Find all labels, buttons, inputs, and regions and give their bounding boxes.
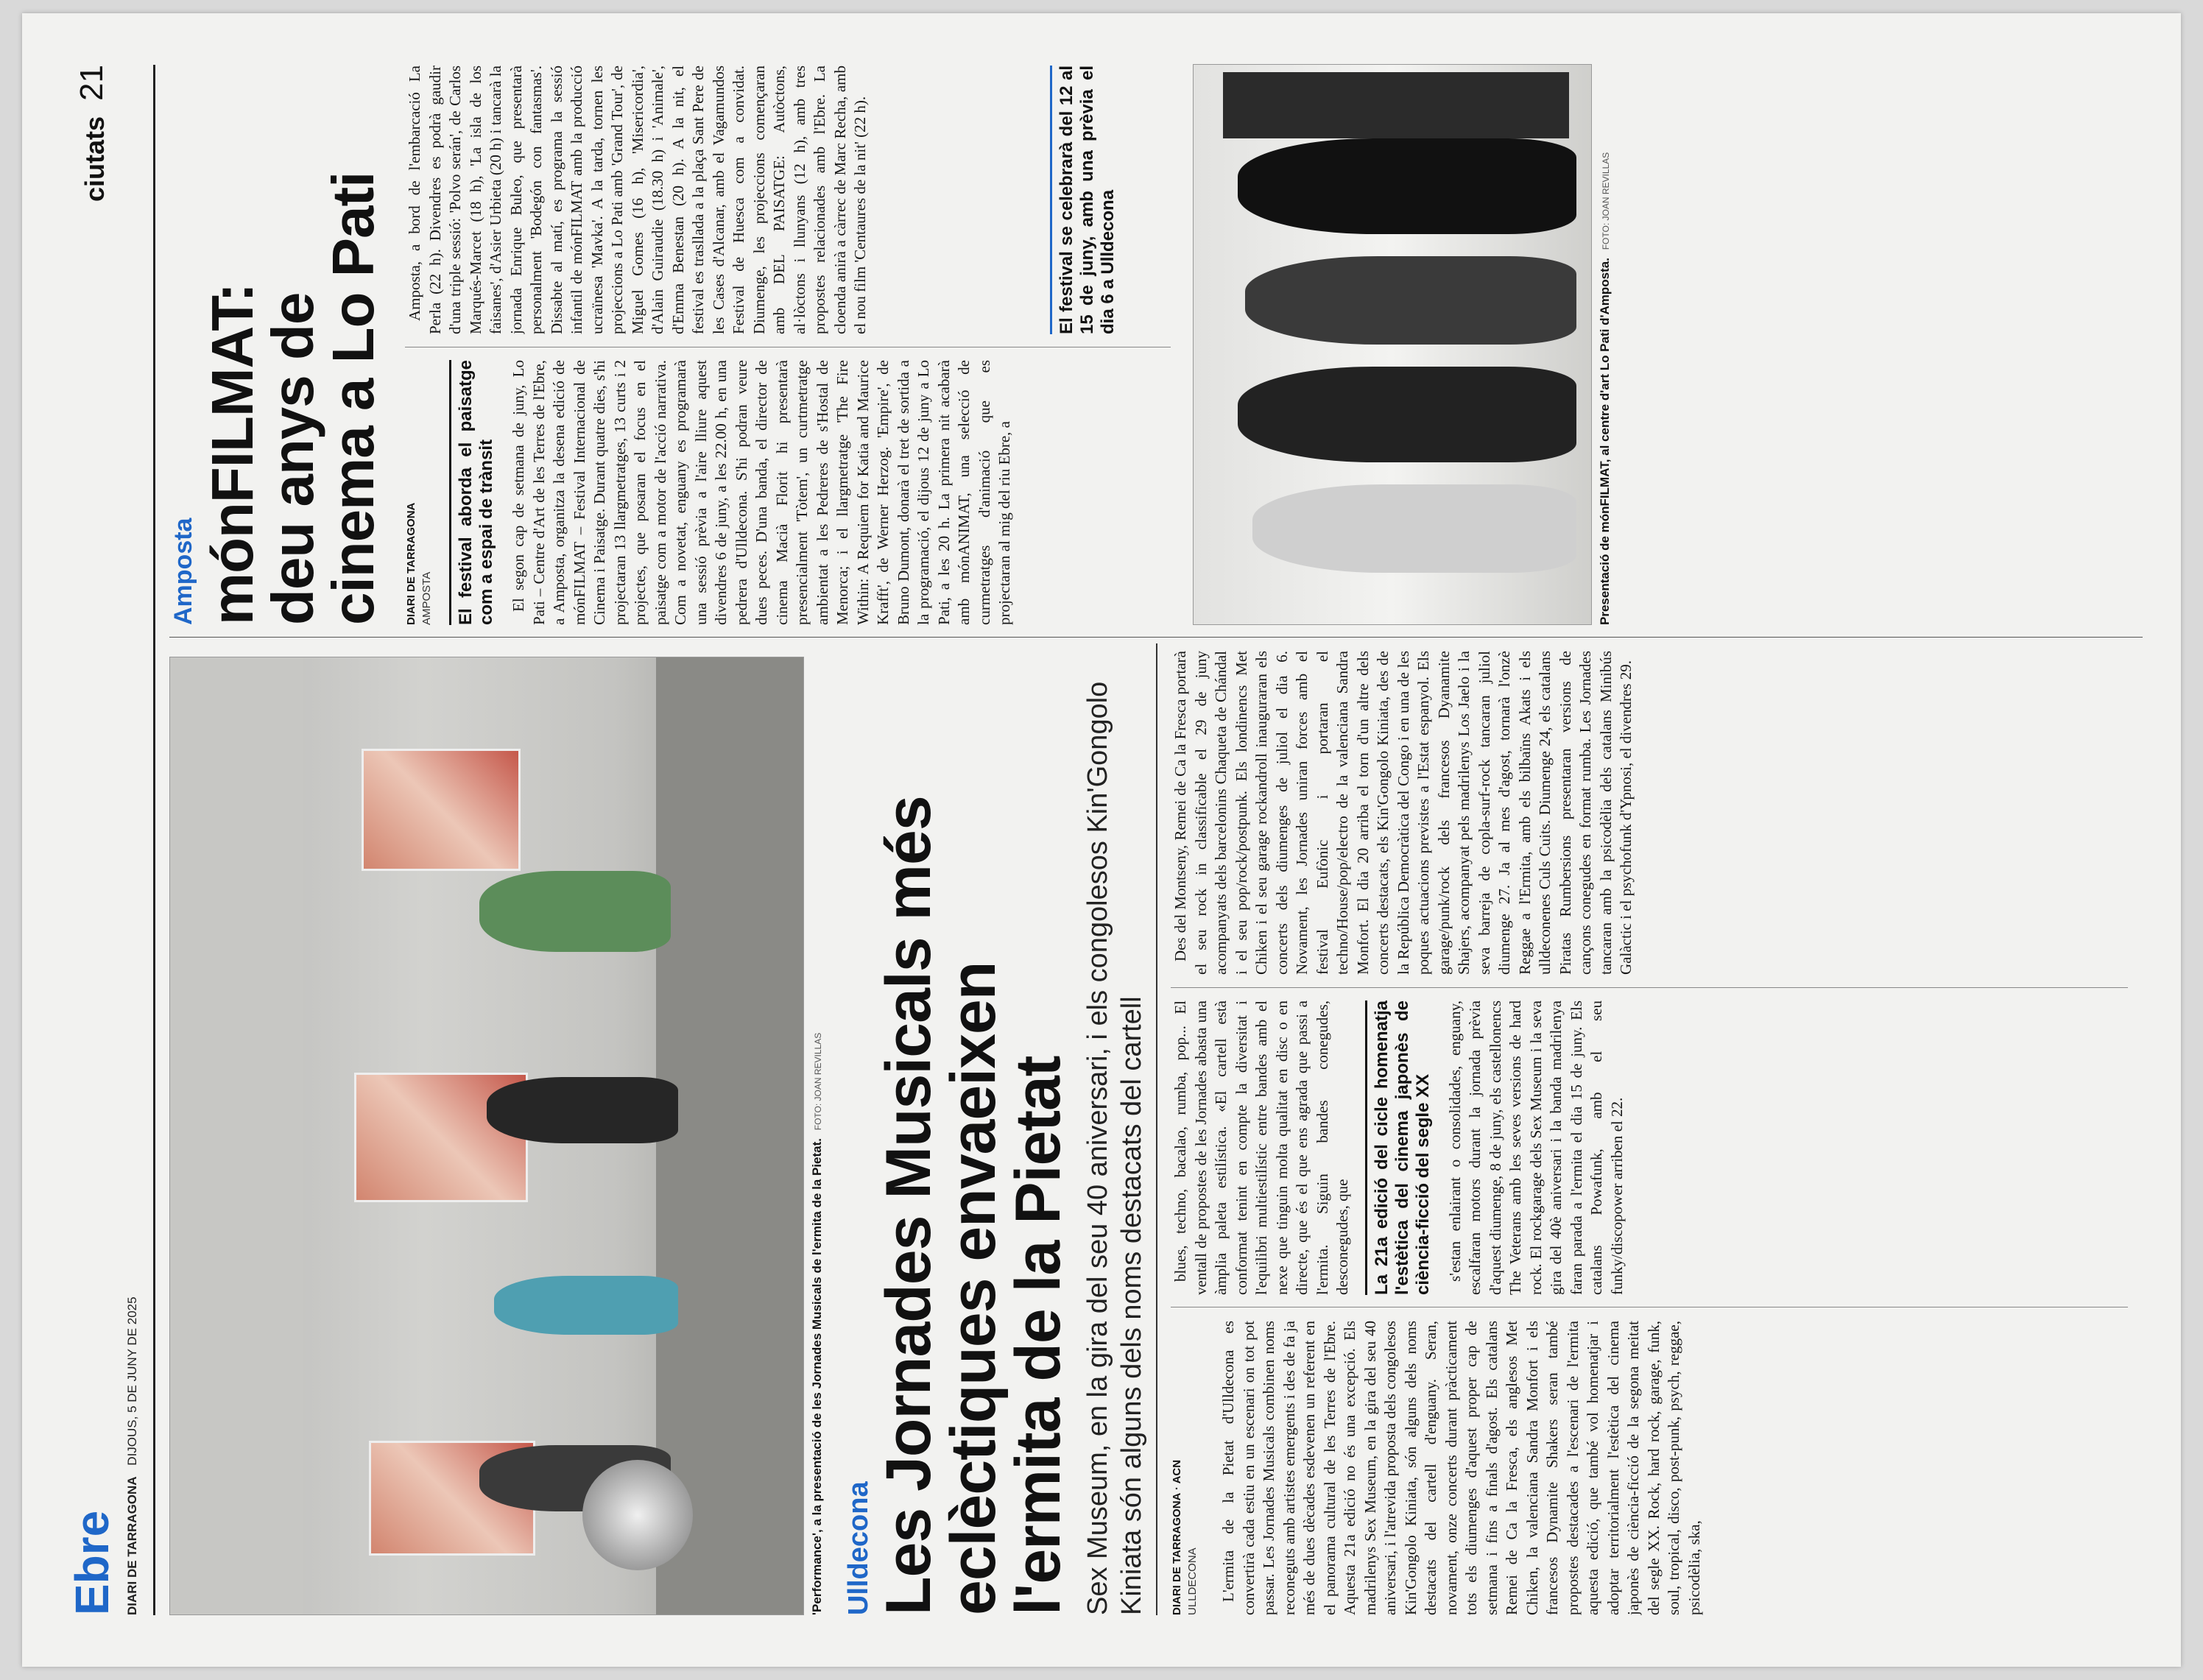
side-pullquote: El festival se celebrarà del 12 al 15 de juny, amb una prèvia el dia 6 a Ulldecona [1050,66,1118,334]
side-headline-line-2: deu anys de [260,292,325,625]
side-headline-line-1: mónFILMAT: [200,283,265,625]
section-title: Ebre [66,1510,119,1615]
presentation-photo [1193,64,1592,625]
side-headline [202,66,384,625]
side-col2-text: Amposta, a bord de l'embarcació La Perla (22 h). Divendres es podrà gaudir d'una triple sessió: 'Polvo serán', de Carlos Marqués-Marcet (18 h), 'La isla de los faisanes', d'Asier Urbieta (20 h) i tancarà la jornada Enrique Buleo, que presentarà personalment 'Bodegón con fantasmas'. Dissabte al matí, es programa la sessió infantil de mónFILMAT amb la producció ucraïnesa 'Mavka'. A la tarda, tornen les projeccions a Lo Pati amb 'Grand Tour', de Miguel Gomes (16 h), 'Misericordia', d'Alain Guiraudie (18.30 h) i 'Animale', d'Emma Benestan (20 h). A la nit, el festival es trasllada a la plaça Sant Pere de les Cases d'Alcanar, amb el Vagamundos Festival de Huesca com a convidat. Diumenge, les projeccions començaran amb DEL PAISATGE: Autòctons, al·lòctons i llunyans (12 h), amb tres propostes relacionades amb l'Ebre. La cloenda anirà a càrrec de Marc Recha, amb el nou film 'Centaures de la nit' (22 h). [406,66,869,334]
side-byline [405,360,433,625]
side-headline-line-3: cinema a Lo Pati [320,172,386,625]
article-subhead: Sex Museum, en la gira del seu 40 aniversari, i els congolesos Kin'Gongolo Kiniata són alguns dels noms destacats del cartell [1082,681,1147,1615]
side-photo-credit: FOTO: JOAN REVILLAS [1601,152,1611,250]
main-pullquote: La 21a edició del cicle homenatja l'estètica del cinema japonès de ciència-ficció del segle XX [1365,1000,1434,1295]
photo-caption [810,658,825,1615]
main-column-3 [1171,651,2128,975]
side-column-1 [449,360,1171,625]
article-kicker: Ulldecona [843,1481,874,1615]
main-column-2 [1171,1000,2128,1295]
gallery-floor [656,657,803,1614]
person-2 [1238,367,1576,462]
performance-photo [169,657,804,1615]
publication-info [125,1296,140,1615]
byline-dateline: ULLDECONA [1186,1547,1199,1615]
performer-black [487,1077,678,1143]
page-header [65,65,155,1615]
main-col3-text: Des del Montseny, Remei de Ca la Fresca portarà el seu rock in classificable el 29 de juny acompanyats dels barcelonins Chaqueta de Chándal i el seu pop/rock/postpunk. Els londinencs Met Chiken i el seu garage rockandroll inauguraran els concerts dels diumenges de juliol el dia 6. Novament, les Jornades uniran forces amb el festival Eufònic i portaran el techno/House/pop/electro de la valenciana Sandra Monfort. El dia 20 arriba el torn d'un altre dels concerts destacats, els Kin'Gongolo Kiniata, des de la República Democràtica del Congo i en una de les poques actuacions previstes a l'Estat espanyol. Els garage/punk/rock dels francesos Dyanamite Shajers, acompanyat pels madrilenys Los Jaelo i la seva barreja de copla-surf-rock tancaran juliol diumenge 27. Ja al mes d'agost, tornarà l'onzè Reggae a l'Ermita, amb els bilbaïns Akats i els ulldeconenes Culs Cuits. Diumenge 24, els catalans Piratas Rumbersions presentaran versions de cançons conegudes en format rumba. Les Jornades tancaran amb la psicodèlia dels catalans Minibús Galàctic i el psychofunk d'Ypnosi, el divendres 29. [1171,651,1635,975]
banner [1223,72,1569,138]
column-divider [1171,987,2128,988]
metal-bowl [582,1460,693,1570]
page-number: 21 [74,65,110,101]
article-headline [873,643,1074,1615]
photo-credit: FOTO: JOAN REVILLAS [813,1032,823,1131]
newspaper-page [22,13,2181,1667]
side-byline-dateline: AMPOSTA [420,571,433,625]
performer-green [479,871,671,952]
right-section-label: ciutats [80,116,110,202]
publication-date: DIJOUS, 5 DE JUNY DE 2025 [125,1296,139,1466]
caption-text: 'Performance', a la presentació de les Jornades Musicals de l'ermita de la Pietat. [810,1137,824,1615]
headline-line-1: Les Jornades Musicals més [873,796,944,1615]
main-col2-text-a: blues, techno, bacalao, rumba, pop... El ventall de propostes de les Jornades abasta una àmplia paleta estilística. «El cartell està conformat tenint en compte la diversitat i l'equilibri multiestilístic entre bandes amb el nexe que tinguin molta qualitat en disc o en directe, que és el que ens agrada que passi a l'ermita. Siguin bandes conegudes, desconegudes, que [1171,1000,1351,1295]
scanned-page [22,13,2181,1667]
byline-author: DIARI DE TARRAGONA · ACN [1171,1459,1183,1615]
article-byline [1171,1372,1199,1615]
side-col1-text: El segon cap de setmana de juny, Lo Pati – Centre d'Art de les Terres de l'Ebre, a Amposta, organitza la desena edició de mónFILMAT – Festival Internacional de Cinema i Paisatge. Durant quatre dies, s'hi projectaran 13 llargmetratges, 13 curts i 2 projectes, que posaran el focus en el paisatge com a motor de l'acció narrativa. Com a novetat, enguany es programarà una sessió prèvia a l'aire lliure aquest divendres 6 de juny, a les 22.00 h, en una pedrera d'Ulldecona. S'hi podran veure dues peces. D'una banda, el director de cinema Macià Florit hi presentarà presencialment 'Tòtem', un curtmetratge ambientat a les Pedreres de s'Hostal de Menorca; i el llargmetratge 'The Fire Within: A Requiem for Katia and Maurice Krafft', de Werner Herzog. 'Empire', de Bruno Dumont, donarà el tret de sortida a la programació, el dijous 12 de juny a Lo Pati, a les 20 h. La primera nit acabarà amb mónANIMAT, una selecció de curmetratges d'animació que es projectaran al mig del riu Ebre, a [510,360,1013,625]
article-divider [169,637,2143,638]
main-column-1 [1219,1321,2132,1615]
publication-name: DIARI DE TARRAGONA [125,1476,139,1615]
side-kicker: Amposta [169,518,197,625]
person-3 [1245,256,1576,345]
person-1 [1252,484,1576,573]
person-4 [1238,138,1576,234]
main-col2-text-b: s'estan enlairant o consolidades, enguany, escalfaran motors durant la jornada prèvia d'aquest diumenge, 8 de juny, els castellonencs The Veterans amb les seves versions de hard rock. El rockgarage dels Sex Museum i la seva gira del 40è aniversari i la banda madrilenya faran parada a l'ermita el dia 15 de juny. Els catalans Powafunk, amb el seu funky/discopower arriben el 22. [1445,1000,1626,1295]
subhead-rule [1156,643,1157,1615]
side-deck: El festival aborda el paisatge com a espai de trànsit [449,360,497,625]
headline-line-2: eclèctiques envaeixen [938,961,1009,1615]
performer-blue [494,1276,678,1335]
main-col1-text: L'ermita de la Pietat d'Ulldecona es convertirà cada estiu en un escenari on tot pot passar. Les Jornades Musicals combinen noms reconeguts amb artistes emergents i des de fa ja més de dues dècades esdevenen un referent en el panorama cultural de les Terres de l'Ebre. Aquesta 21a edició no és una excepció. Els madrilenys Sex Museum, en la gira del seu 40 aniversari, i l'atrevida proposta dels congolesos Kin'Gongolo Kiniata, són alguns dels noms destacats del cartell d'enguany. Seran, novament, onze concerts durant pràcticament tots els diumenges d'aquest proper cap de setmana i fins a finals d'agost. Els catalans Remei de Ca la Fresca, els anglesos Met Chiken, la valenciana Sandra Monfort i els francesos Dynamite Shakers seran també propostes destacades a l'escenari de l'ermita aquesta edició, que també vol homenatjar i adoptar territorialment l'estètica del cinema japonès de ciència-ficció de la segona meitat del segle XX. Rock, hard rock, garage, funk, soul, tropical, disco, post-punk, psych, reggae, psicodèlia, ska, [1219,1321,1703,1615]
side-photo-caption [1598,66,1612,625]
artwork-3 [362,749,521,871]
headline-line-3: l'ermita de la Pietat [1003,1056,1074,1615]
side-byline-author: DIARI DE TARRAGONA [405,502,417,625]
side-caption-text: Presentació de mónFILMAT, al centre d'art Lo Pati d'Amposta. [1598,258,1612,625]
side-pullquote-box [1038,66,1171,334]
